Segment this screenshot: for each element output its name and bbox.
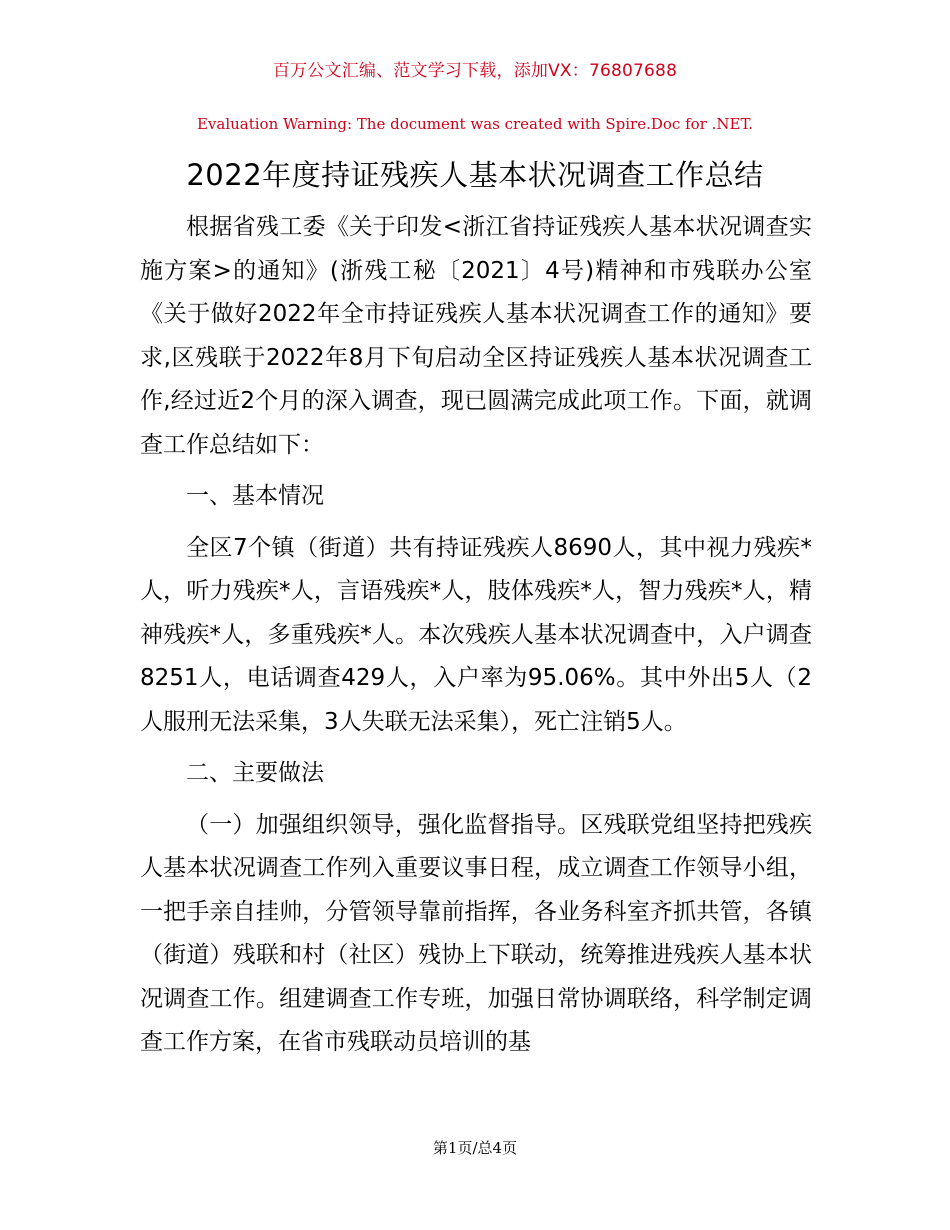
document-body xyxy=(140,206,812,1065)
intro-paragraph: 根据省残工委《关于印发<浙江省持证残疾人基本状况调查实施方案>的通知》(浙残工秘〔2021〕4号)精神和市残联办公室《关于做好2022年全市持证残疾人基本状况调查工作的通知》要求,区残联于2022年8月下旬启动全区持证残疾人基本状况调查工作,经过近2个月的深入调查，现已圆满完成此项工作。下面，就调查工作总结如下： xyxy=(140,214,812,458)
page-footer: 第1页/总4页 xyxy=(432,1139,518,1157)
page-header: 百万公文汇编、范文学习下载，添加VX：76807688 xyxy=(272,61,678,81)
document-title: 2022年度持证残疾人基本状况调查工作总结 xyxy=(186,158,764,192)
section-heading-main-practices: 二、主要做法 xyxy=(186,760,324,786)
basic-situation-paragraph: 全区7个镇（街道）共有持证残疾人8690人，其中视力残疾*人，听力残疾*人，言语残疾*人，肢体残疾*人，智力残疾*人，精神残疾*人，多重残疾*人。本次残疾人基本状况调查中，入户调查8251人，电话调查429人，入户率为95.06%。其中外出5人（2人服刑无法采集，3人失联无法采集），死亡注销5人。 xyxy=(140,534,812,735)
evaluation-warning: Evaluation Warning: The document was created with Spire.Doc for .NET. xyxy=(196,115,754,133)
section-heading-basic-situation: 一、基本情况 xyxy=(186,483,324,509)
main-practices-paragraph: （一）加强组织领导，强化监督指导。区残联党组坚持把残疾人基本状况调查工作列入重要议事日程，成立调查工作领导小组，一把手亲自挂帅，分管领导靠前指挥，各业务科室齐抓共管，各镇（街道）残联和村（社区）残协上下联动，统筹推进残疾人基本状况调查工作。组建调查工作专班，加强日常协调联络，科学制定调查工作方案，在省市残联动员培训的基 xyxy=(140,811,812,1055)
